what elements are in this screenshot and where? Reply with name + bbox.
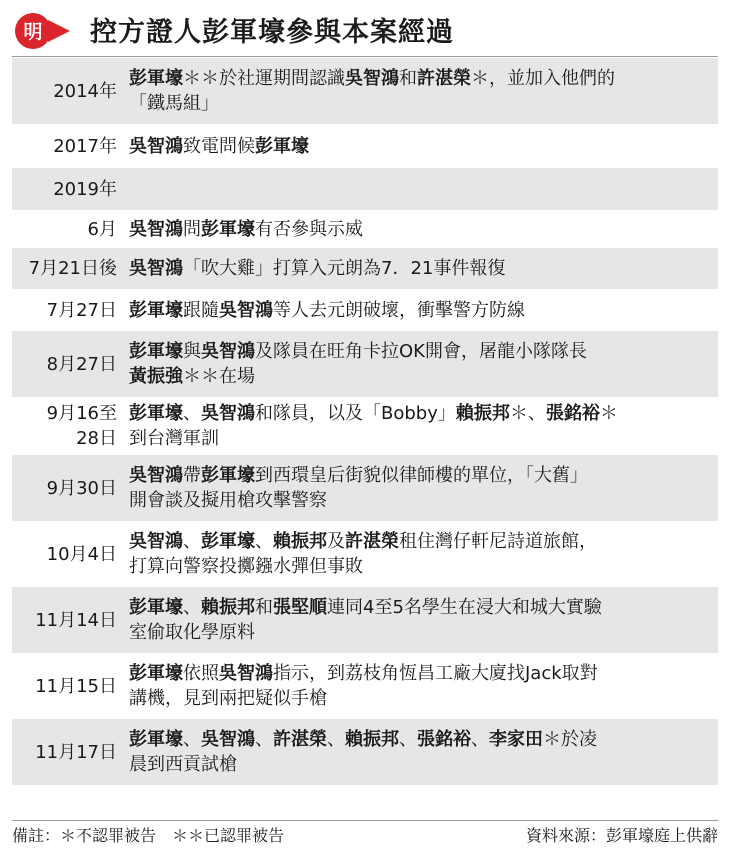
timeline-date: 6月 bbox=[87, 218, 117, 240]
bottom-divider bbox=[12, 820, 718, 821]
timeline-date: 11月15日 bbox=[35, 675, 117, 697]
svg-text:明: 明 bbox=[23, 21, 43, 43]
timeline-description: 吳智鴻問彭軍壕有否參與示威 bbox=[129, 218, 363, 240]
header bbox=[0, 0, 730, 56]
timeline-description: 彭軍壕依照吳智鴻指示，到荔枝角恆昌工廠大廈找Jack取對 講機，見到兩把疑似手槍 bbox=[129, 663, 598, 709]
timeline-row bbox=[12, 455, 718, 521]
timeline-row bbox=[12, 124, 718, 168]
timeline-row bbox=[12, 289, 718, 331]
timeline-row bbox=[12, 210, 718, 248]
timeline-row bbox=[12, 587, 718, 653]
timeline-description: 彭軍壕與吳智鴻及隊員在旺角卡拉OK開會，屠龍小隊隊長 黃振強＊＊在場 bbox=[129, 341, 587, 387]
timeline-description: 彭軍壕、賴振邦和張堅順連同4至5名學生在浸大和城大實驗 室偷取化學原料 bbox=[129, 597, 602, 643]
timeline-row bbox=[12, 653, 718, 719]
timeline-date: 7月21日後 bbox=[28, 258, 117, 279]
timeline-date: 2014年 bbox=[53, 80, 117, 102]
timeline-date: 10月4日 bbox=[46, 543, 117, 565]
timeline-row bbox=[12, 521, 718, 587]
timeline-date: 9月16至 28日 bbox=[46, 403, 117, 449]
timeline-date: 11月17日 bbox=[35, 741, 117, 763]
timeline-description: 吳智鴻、彭軍壕、賴振邦及許湛榮租住灣仔軒尼詩道旅館， 打算向警察投擲鏹水彈但事敗 bbox=[129, 531, 597, 577]
timeline-description: 彭軍壕、吳智鴻、許湛榮、賴振邦、張銘裕、李家田＊於凌 晨到西貢試槍 bbox=[129, 729, 597, 775]
timeline-description: 彭軍壕跟隨吳智鴻等人去元朗破壞，衝擊警方防線 bbox=[129, 299, 525, 321]
timeline-row bbox=[12, 58, 718, 124]
footer bbox=[12, 825, 718, 849]
timeline-table bbox=[12, 58, 718, 785]
timeline-row bbox=[12, 397, 718, 455]
footnote: 備註：＊不認罪被告 ＊＊已認罪被告 bbox=[12, 826, 285, 845]
timeline-description: 彭軍壕＊＊於社運期間認識吳智鴻和許湛榮＊，並加入他們的 「鐵馬組」 bbox=[129, 68, 615, 114]
timeline-description: 彭軍壕、吳智鴻和隊員，以及「Bobby」賴振邦＊、張銘裕＊ 到台灣軍訓 bbox=[129, 403, 618, 449]
timeline-date: 8月27日 bbox=[46, 353, 117, 375]
timeline-row bbox=[12, 248, 718, 289]
timeline-row bbox=[12, 719, 718, 785]
timeline-date: 9月30日 bbox=[46, 477, 117, 499]
timeline-row bbox=[12, 168, 718, 210]
top-divider bbox=[12, 56, 718, 57]
source-credit: 資料來源：彭軍壕庭上供辭 bbox=[525, 826, 718, 845]
timeline-date: 2019年 bbox=[53, 178, 117, 200]
ming-pao-logo-icon bbox=[12, 10, 74, 52]
timeline-description: 吳智鴻帶彭軍壕到西環皇后街貌似律師樓的單位，「大舊」 開會談及擬用槍攻擊警察 bbox=[129, 465, 588, 511]
timeline-description: 吳智鴻「吹大雞」打算入元朗為7．21事件報復 bbox=[129, 258, 506, 279]
timeline-description: 吳智鴻致電問候彭軍壕 bbox=[129, 135, 309, 157]
timeline-date: 2017年 bbox=[53, 135, 117, 157]
timeline-row bbox=[12, 331, 718, 397]
timeline-date: 7月27日 bbox=[46, 299, 117, 321]
page-title: 控方證人彭軍壕參與本案經過 bbox=[90, 17, 454, 48]
timeline-date: 11月14日 bbox=[35, 609, 117, 631]
